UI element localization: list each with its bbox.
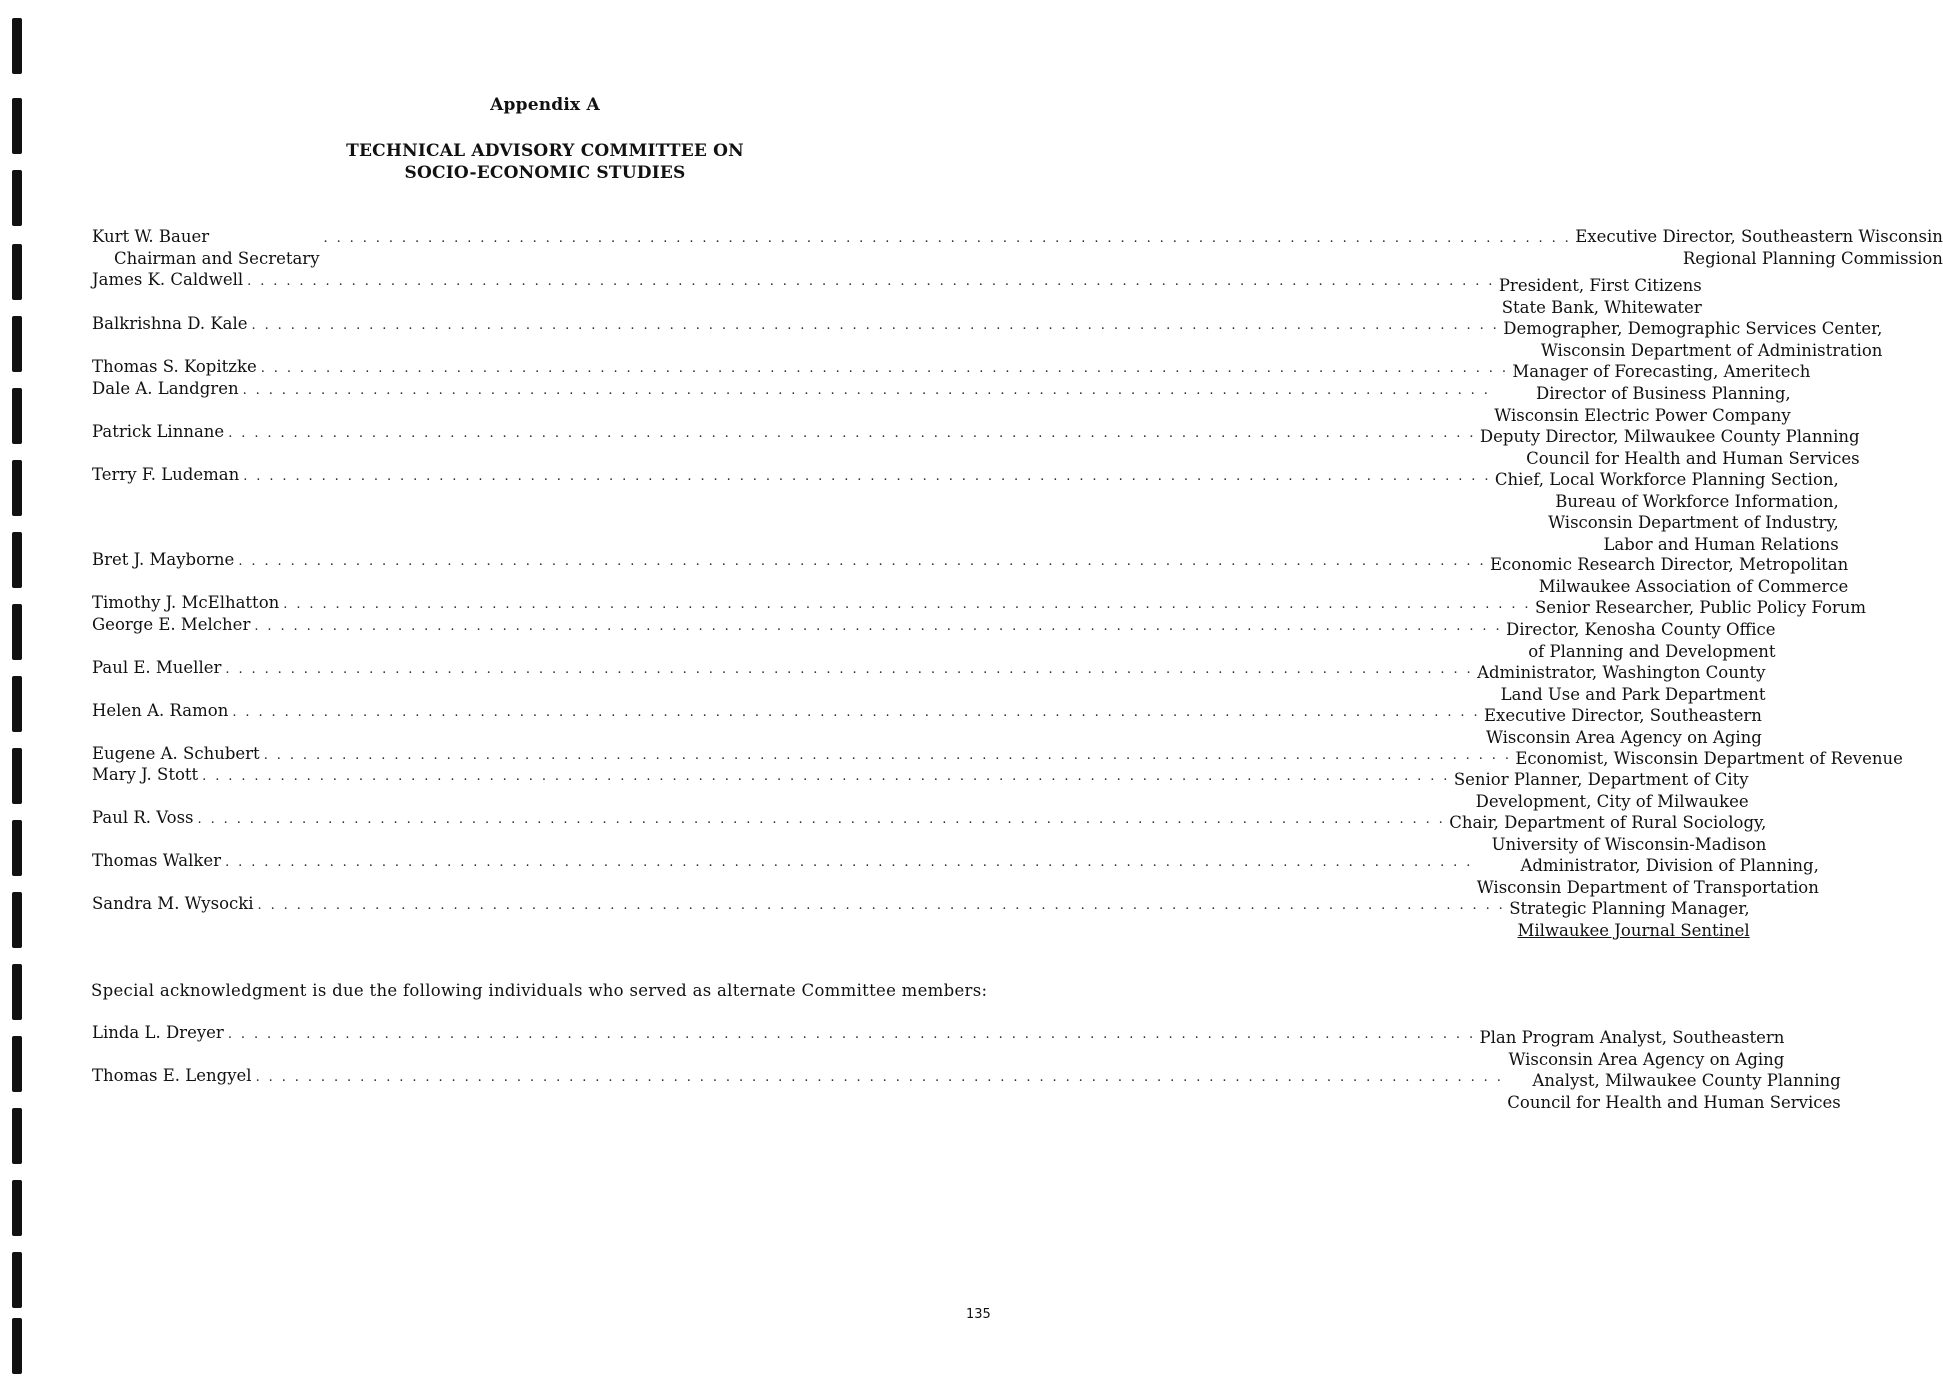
member-name: Sandra M. Wysocki bbox=[92, 894, 254, 913]
dot-leader: . . . . . . . . . . . . . . . . . . . . . . . . . . . . . . . . . . . . . . . . . . . . . . . . . . . . . . . . . . . . . . . . . . . . . . . . . . . . . . . . . . . . . . . . . . . . . . . . bbox=[227, 1027, 1476, 1042]
dot-leader: . . . . . . . . . . . . . . . . . . . . . . . . . . . . . . . . . . . . . . . . . . . . . . . . . . . . . . . . . . . . . . . . . . . . . . . . . . . . . . . . . . . . . . . . . . . . . . . . bbox=[323, 231, 1572, 246]
binding-marks bbox=[0, 0, 40, 1380]
member-entry bbox=[92, 378, 1791, 426]
member-entry bbox=[92, 464, 1839, 555]
member-title-line: President, First Citizens bbox=[1498, 276, 1702, 295]
member-title-line: Land Use and Park Department bbox=[1500, 684, 1766, 704]
member-entry bbox=[92, 614, 1776, 662]
member-title-line: Council for Health and Human Services bbox=[1526, 448, 1860, 468]
member-name: Timothy J. McElhatton bbox=[92, 593, 280, 612]
member-name: Thomas Walker bbox=[92, 851, 222, 870]
member-name: Bret J. Mayborne bbox=[92, 550, 235, 569]
member-name: Kurt W. Bauer bbox=[92, 227, 210, 246]
dot-leader: . . . . . . . . . . . . . . . . . . . . . . . . . . . . . . . . . . . . . . . . . . . . . . . . . . . . . . . . . . . . . . . . . . . . . . . . . . . . . . . . . . . . . . . . . . . . . . . . bbox=[202, 769, 1450, 784]
member-title-line: Director of Business Planning, bbox=[1536, 384, 1791, 403]
member-name: George E. Melcher bbox=[92, 615, 251, 634]
dot-leader: . . . . . . . . . . . . . . . . . . . . . . . . . . . . . . . . . . . . . . . . . . . . . . . . . . . . . . . . . . . . . . . . . . . . . . . . . . . . . . . . . . . . . . . . . . . . . . . . bbox=[257, 898, 1506, 913]
member-title-line: Administrator, Washington County bbox=[1477, 663, 1766, 682]
member-name: Thomas S. Kopitzke bbox=[92, 357, 257, 376]
acknowledgment-text: Special acknowledgment is due the following individuals who served as alternate Committee members: bbox=[91, 981, 988, 1000]
member-name: Eugene A. Schubert bbox=[92, 744, 260, 763]
dot-leader: . . . . . . . . . . . . . . . . . . . . . . . . . . . . . . . . . . . . . . . . . . . . . . . . . . . . . . . . . . . . . . . . . . . . . . . . . . . . . . . . . . . . . . . . . . . . . . . . bbox=[255, 1070, 1504, 1085]
alternate-title-line: Wisconsin Area Agency on Aging bbox=[1508, 1049, 1785, 1069]
member-title-line: of Planning and Development bbox=[1528, 641, 1776, 661]
member-name: Dale A. Landgren bbox=[92, 379, 239, 398]
member-entry bbox=[92, 893, 1750, 941]
member-entry bbox=[92, 269, 1702, 318]
dot-leader: . . . . . . . . . . . . . . . . . . . . . . . . . . . . . . . . . . . . . . . . . . . . . . . . . . . . . . . . . . . . . . . . . . . . . . . . . . . . . . . . . . . . . . . . . . . . . . . . bbox=[232, 705, 1481, 720]
member-entry bbox=[92, 807, 1767, 855]
member-entry bbox=[92, 657, 1766, 705]
member-title-line: Wisconsin Department of Industry, bbox=[1548, 513, 1839, 532]
alternate-title-line: Council for Health and Human Services bbox=[1507, 1092, 1841, 1112]
member-title-line: Executive Director, Southeastern Wisconsin bbox=[1575, 227, 1943, 246]
member-title-line: Wisconsin Department of Administration bbox=[1540, 340, 1883, 360]
member-title-line: Bureau of Workforce Information, bbox=[1555, 491, 1839, 511]
dot-leader: . . . . . . . . . . . . . . . . . . . . . . . . . . . . . . . . . . . . . . . . . . . . . . . . . . . . . . . . . . . . . . . . . . . . . . . . . . . . . . . . . . . . . . . . . . . . . . . . bbox=[238, 554, 1486, 569]
member-title-line: Deputy Director, Milwaukee County Planning bbox=[1479, 427, 1860, 446]
member-title-line: Wisconsin Electric Power Company bbox=[1494, 405, 1791, 425]
member-title-line: Labor and Human Relations bbox=[1603, 534, 1839, 554]
member-entry bbox=[92, 421, 1860, 469]
committee-title-line-2: SOCIO-ECONOMIC STUDIES bbox=[404, 163, 686, 183]
member-title-line: Director, Kenosha County Office bbox=[1506, 620, 1776, 639]
alternate-title-line: Plan Program Analyst, Southeastern bbox=[1479, 1028, 1785, 1047]
member-entry bbox=[92, 313, 1883, 361]
dot-leader: . . . . . . . . . . . . . . . . . . . . . . . . . . . . . . . . . . . . . . . . . . . . . . . . . . . . . . . . . . . . . . . . . . . . . . . . . . . . . . . . . . . . . . . . . . . . . . . . bbox=[251, 318, 1500, 333]
member-name: Patrick Linnane bbox=[92, 422, 225, 441]
member-name: Mary J. Stott bbox=[92, 765, 199, 784]
alternate-entry bbox=[92, 1065, 1841, 1113]
member-title-line: State Bank, Whitewater bbox=[1501, 297, 1702, 317]
member-role: Chairman and Secretary bbox=[114, 248, 320, 268]
appendix-heading: Appendix A bbox=[490, 95, 600, 115]
member-title-line: Senior Planner, Department of City bbox=[1453, 770, 1749, 789]
member-name: Paul E. Mueller bbox=[92, 658, 222, 677]
dot-leader: . . . . . . . . . . . . . . . . . . . . . . . . . . . . . . . . . . . . . . . . . . . . . . . . . . . . . . . . . . . . . . . . . . . . . . . . . . . . . . . . . . . . . . . . . . . . . . . . bbox=[283, 597, 1531, 612]
alternate-title-line: Analyst, Milwaukee County Planning bbox=[1532, 1071, 1841, 1090]
committee-title-line-1: TECHNICAL ADVISORY COMMITTEE ON bbox=[346, 141, 744, 161]
member-title-line: Chair, Department of Rural Sociology, bbox=[1449, 813, 1767, 832]
member-entry bbox=[92, 764, 1749, 812]
member-title-line: Chief, Local Workforce Planning Section, bbox=[1494, 470, 1839, 489]
dot-leader: . . . . . . . . . . . . . . . . . . . . . . . . . . . . . . . . . . . . . . . . . . . . . . . . . . . . . . . . . . . . . . . . . . . . . . . . . . . . . . . . . . . . . . . . . . . . . . . . bbox=[260, 361, 1509, 376]
dot-leader: . . . . . . . . . . . . . . . . . . . . . . . . . . . . . . . . . . . . . . . . . . . . . . . . . . . . . . . . . . . . . . . . . . . . . . . . . . . . . . . . . . . . . . . . . . . . . . . . bbox=[247, 274, 1495, 289]
member-title-line: Wisconsin Area Agency on Aging bbox=[1485, 727, 1762, 747]
dot-leader: . . . . . . . . . . . . . . . . . . . . . . . . . . . . . . . . . . . . . . . . . . . . . . . . . . . . . . . . . . . . . . . . . . . . . . . . . . . . . . . . . . . . . . . . . . . . . . . . bbox=[228, 426, 1476, 441]
member-title-line: Administrator, Division of Planning, bbox=[1520, 856, 1819, 875]
member-name: Terry F. Ludeman bbox=[92, 465, 240, 484]
dot-leader: . . . . . . . . . . . . . . . . . . . . . . . . . . . . . . . . . . . . . . . . . . . . . . . . . . . . . . . . . . . . . . . . . . . . . . . . . . . . . . . . . . . . . . . . . . . . . . . . bbox=[242, 383, 1491, 398]
member-name: Balkrishna D. Kale bbox=[92, 314, 248, 333]
member-title-line: University of Wisconsin-Madison bbox=[1491, 834, 1767, 854]
member-title-line: Milwaukee Association of Commerce bbox=[1538, 576, 1849, 596]
dot-leader: . . . . . . . . . . . . . . . . . . . . . . . . . . . . . . . . . . . . . . . . . . . . . . . . . . . . . . . . . . . . . . . . . . . . . . . . . . . . . . . . . . . . . . . . . . . . . . . . bbox=[243, 469, 1491, 484]
page-number: 135 bbox=[966, 1307, 991, 1322]
member-title-line: Economist, Wisconsin Department of Revenue bbox=[1515, 749, 1903, 768]
dot-leader: . . . . . . . . . . . . . . . . . . . . . . . . . . . . . . . . . . . . . . . . . . . . . . . . . . . . . . . . . . . . . . . . . . . . . . . . . . . . . . . . . . . . . . . . . . . . . . . . bbox=[225, 662, 1474, 677]
member-title-line: Development, City of Milwaukee bbox=[1475, 791, 1749, 811]
member-title-line: Senior Researcher, Public Policy Forum bbox=[1534, 598, 1867, 617]
member-title-line: Regional Planning Commission bbox=[1682, 248, 1943, 268]
member-title-line: Strategic Planning Manager, bbox=[1509, 899, 1750, 918]
dot-leader: . . . . . . . . . . . . . . . . . . . . . . . . . . . . . . . . . . . . . . . . . . . . . . . . . . . . . . . . . . . . . . . . . . . . . . . . . . . . . . . . . . . . . . . . . . . . . . . . bbox=[197, 812, 1446, 827]
member-entry bbox=[92, 549, 1849, 597]
alternate-entry bbox=[92, 1022, 1785, 1070]
alternate-name: Thomas E. Lengyel bbox=[92, 1066, 252, 1085]
member-title-line: Economic Research Director, Metropolitan bbox=[1490, 555, 1849, 574]
member-name: James K. Caldwell bbox=[92, 270, 244, 289]
member-entry bbox=[92, 850, 1819, 898]
member-title-line: Manager of Forecasting, Ameritech bbox=[1512, 362, 1811, 381]
member-title-line: Demographer, Demographic Services Center, bbox=[1503, 319, 1883, 338]
member-entry bbox=[92, 700, 1762, 748]
member-title-line: Milwaukee Journal Sentinel bbox=[1517, 920, 1750, 940]
alternate-name: Linda L. Dreyer bbox=[92, 1023, 224, 1042]
member-title-line: Wisconsin Department of Transportation bbox=[1476, 877, 1819, 897]
dot-leader: . . . . . . . . . . . . . . . . . . . . . . . . . . . . . . . . . . . . . . . . . . . . . . . . . . . . . . . . . . . . . . . . . . . . . . . . . . . . . . . . . . . . . . . . . . . . . . . . bbox=[225, 855, 1473, 870]
dot-leader: . . . . . . . . . . . . . . . . . . . . . . . . . . . . . . . . . . . . . . . . . . . . . . . . . . . . . . . . . . . . . . . . . . . . . . . . . . . . . . . . . . . . . . . . . . . . . . . . bbox=[263, 748, 1512, 763]
member-entry bbox=[92, 226, 1943, 269]
dot-leader: . . . . . . . . . . . . . . . . . . . . . . . . . . . . . . . . . . . . . . . . . . . . . . . . . . . . . . . . . . . . . . . . . . . . . . . . . . . . . . . . . . . . . . . . . . . . . . . . bbox=[254, 619, 1503, 634]
member-name: Helen A. Ramon bbox=[92, 701, 229, 720]
member-title-line: Executive Director, Southeastern bbox=[1484, 706, 1762, 725]
member-name: Paul R. Voss bbox=[92, 808, 194, 827]
